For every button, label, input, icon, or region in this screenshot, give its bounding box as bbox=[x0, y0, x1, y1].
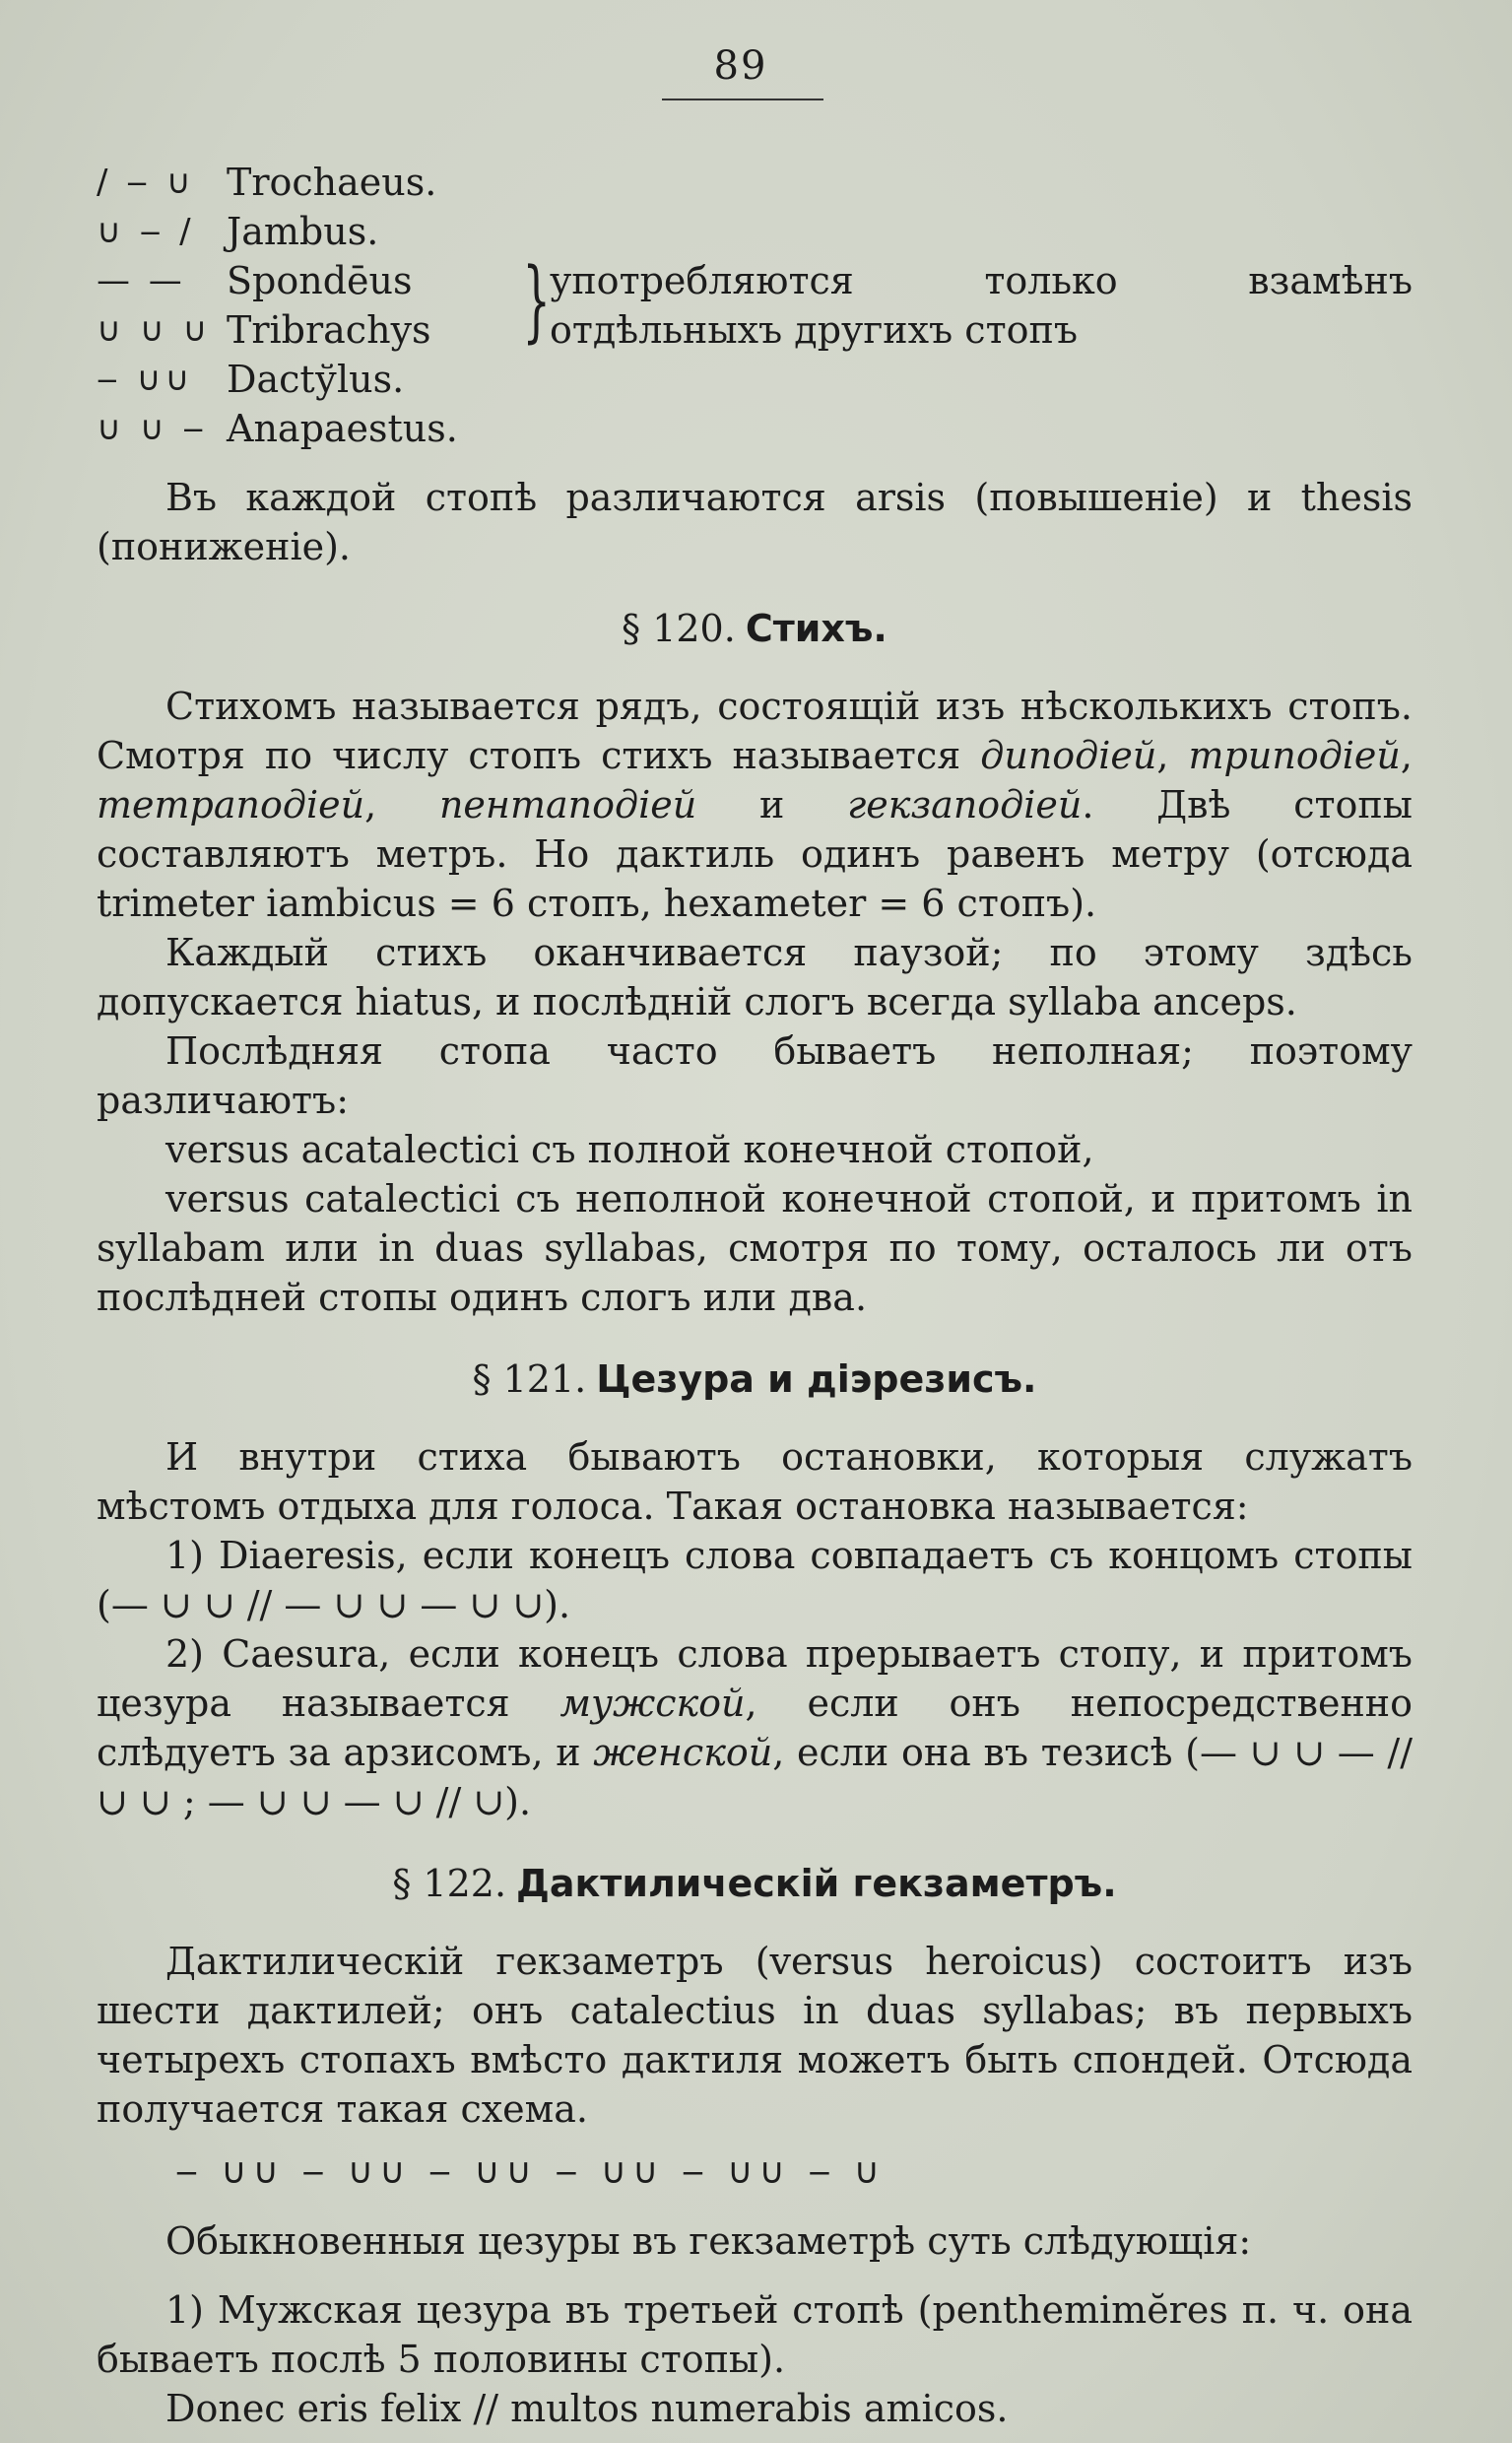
paragraph: Дактилическій гекзаметръ (versus heroicus) состоитъ изъ шести дактилей; онъ catalectius in duas syllabas; въ первыхъ четырехъ стопахъ вмѣсто дактиля можетъ быть спондей. Отсюда получается такая схема. bbox=[97, 1940, 1413, 2131]
meter-notation: ∪ ∪ ‒ bbox=[97, 409, 209, 448]
text-run: , если онъ непосредственно слѣдуетъ за арзисомъ, и bbox=[97, 1682, 1413, 1774]
arsis-paragraph: Въ каждой стопѣ различаются arsis (повышеніе) и thesis (пониженіе). bbox=[97, 476, 1413, 568]
section-heading-122 bbox=[97, 1856, 1413, 1911]
section-heading-120 bbox=[97, 601, 1413, 656]
text-run: . Двѣ стопы составляютъ метръ. Но дактиль одинъ равенъ метру (отсюда trimeter iambicus = 6 стопъ, hexameter = 6 стопъ). bbox=[97, 783, 1413, 925]
term-feminine: женской bbox=[593, 1731, 773, 1774]
page-number: 89 bbox=[713, 43, 768, 89]
term-masculine: мужской bbox=[559, 1682, 746, 1725]
paragraph bbox=[97, 682, 1413, 928]
page-content bbox=[97, 158, 1413, 2433]
paragraph: Каждый стихъ оканчивается паузой; по этому здѣсь допускается hiatus, и послѣдній слогъ всегда syllaba anceps. bbox=[97, 931, 1413, 1023]
text-run: , если она въ тезисѣ (— ∪ ∪ — // ∪ ∪ ; — ∪ ∪ — ∪ // ∪). bbox=[97, 1731, 1413, 1823]
foot-name: Tribrachys bbox=[227, 308, 431, 352]
section-number: § 122. bbox=[392, 1862, 507, 1905]
feet-list bbox=[97, 158, 1413, 453]
page-number-rule bbox=[662, 99, 823, 100]
foot-name: Trochaeus. bbox=[227, 161, 437, 204]
section-number: § 120. bbox=[622, 607, 736, 650]
hexameter-scheme: ‒ ∪∪ ‒ ∪∪ ‒ ∪∪ ‒ ∪∪ ‒ ∪∪ ‒ ∪ bbox=[175, 2151, 887, 2192]
paragraph: versus catalectici съ неполной конечной стопой, и притомъ in syllabam или in duas syllabas, смотря по тому, осталось ли отъ послѣдней стопы одинъ слогъ или два. bbox=[97, 1177, 1413, 1319]
term-tripody: триподіей bbox=[1188, 734, 1401, 777]
foot-row bbox=[97, 207, 1413, 256]
section-title: Цезура и діэрезисъ. bbox=[596, 1357, 1037, 1401]
foot-name: Dactўlus. bbox=[227, 358, 405, 401]
foot-row bbox=[97, 355, 1413, 404]
spacer bbox=[97, 2266, 1413, 2285]
brace-note: употребляются только взамѣнъ отдѣльныхъ другихъ стопъ bbox=[550, 259, 1413, 352]
term-hexapody: гекзаподіей bbox=[847, 783, 1083, 826]
paragraph: Обыкновенныя цезуры въ гекзаметрѣ суть слѣдующія: bbox=[165, 2219, 1252, 2263]
foot-row bbox=[97, 404, 1413, 453]
meter-notation: ‒ ∪∪ bbox=[97, 360, 194, 399]
separator: , bbox=[1400, 734, 1413, 777]
foot-name: Anapaestus. bbox=[227, 407, 458, 450]
section-heading-121 bbox=[97, 1352, 1413, 1407]
meter-notation: ∪ ∪ ∪ bbox=[97, 310, 212, 350]
conjunction: и bbox=[696, 783, 848, 826]
separator: , bbox=[364, 783, 439, 826]
foot-name: Jambus. bbox=[227, 210, 379, 253]
term-tetrapody: тетраподіей bbox=[97, 783, 365, 826]
section-title: Стихъ. bbox=[745, 607, 887, 650]
term-pentapody: пентаподіей bbox=[438, 783, 697, 826]
section-number: § 121. bbox=[472, 1357, 587, 1401]
meter-notation: — — bbox=[97, 261, 186, 300]
meter-notation: / ‒ ∪ bbox=[97, 163, 195, 202]
paragraph: И внутри стиха бываютъ остановки, которыя служатъ мѣстомъ отдыха для голоса. Такая остановка называется: bbox=[97, 1435, 1413, 1528]
foot-row bbox=[97, 158, 1413, 207]
section-title: Дактилическій гекзаметръ. bbox=[516, 1862, 1117, 1905]
paragraph: Послѣдняя стопа часто бываетъ неполная; поэтому различаютъ: bbox=[97, 1029, 1413, 1122]
spacer bbox=[97, 453, 1413, 473]
paragraph: versus acatalectici съ полной конечной стопой, bbox=[165, 1128, 1094, 1171]
text-run: Стихомъ называется рядъ, состоящій изъ нѣсколькихъ стопъ. Смотря по числу стопъ стихъ называется bbox=[97, 685, 1413, 777]
text-run: 2) Caesura, если конецъ слова прерываетъ стопу, и притомъ цезура называется bbox=[97, 1632, 1413, 1725]
paragraph: 1) Мужская цезура въ третьей стопѣ (penthemimĕres п. ч. она бываетъ послѣ 5 половины стопы). bbox=[97, 2288, 1413, 2381]
term-dipody: диподіей bbox=[980, 734, 1157, 777]
separator: , bbox=[1156, 734, 1189, 777]
brace-icon: } bbox=[522, 249, 551, 353]
example-verse: Donec eris felix // multos numerabis amicos. bbox=[165, 2387, 1009, 2430]
meter-notation: ∪ ‒ / bbox=[97, 212, 195, 251]
paragraph: 1) Diaeresis, если конецъ слова совпадаетъ съ концомъ стопы (— ∪ ∪ // — ∪ ∪ — ∪ ∪). bbox=[97, 1534, 1413, 1626]
foot-name: Spondēus bbox=[227, 259, 413, 302]
paragraph bbox=[97, 1629, 1413, 1826]
